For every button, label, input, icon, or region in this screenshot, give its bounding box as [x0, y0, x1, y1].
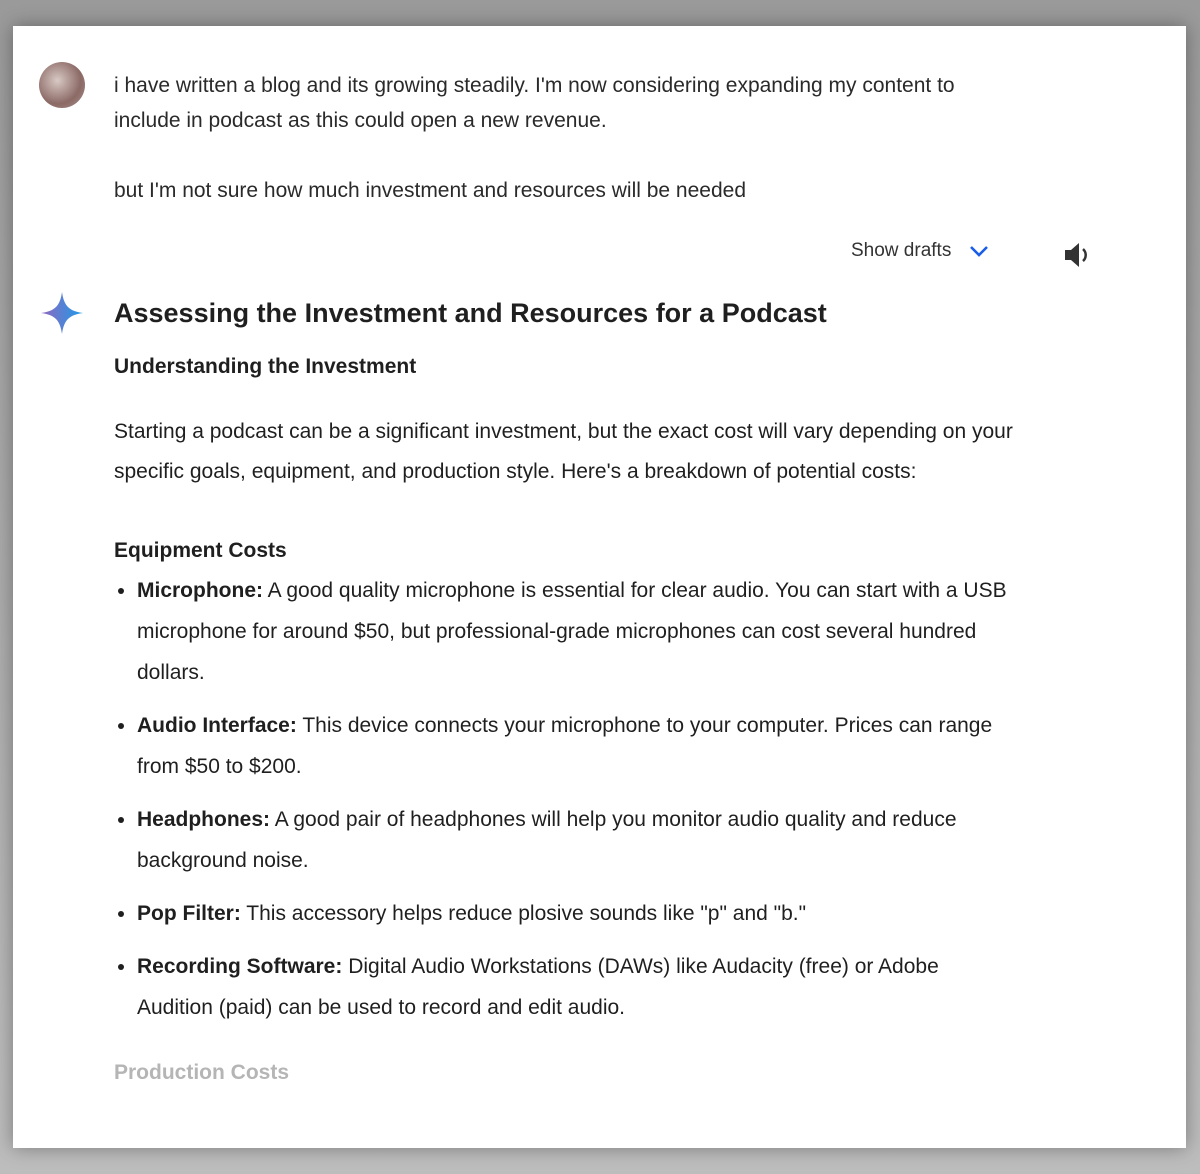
user-message-paragraph: but I'm not sure how much investment and resources will be needed — [114, 179, 747, 202]
user-avatar — [39, 62, 85, 108]
response-title: Assessing the Investment and Resources for a Podcast — [114, 298, 827, 328]
speaker-icon[interactable] — [1062, 240, 1094, 270]
list-item — [137, 946, 1014, 1028]
equipment-list — [114, 570, 1014, 1028]
item-term: Microphone: — [137, 579, 263, 602]
item-text: Digital Audio Workstations (DAWs) like Audacity (free) or Adobe Audition (paid) can be used to record and edit audio. — [137, 955, 939, 1019]
response-intro: Starting a podcast can be a significant investment, but the exact cost will vary depending on your specific goals, equipment, and production style. Here's a breakdown of potential costs: — [114, 420, 1013, 483]
item-text: A good quality microphone is essential for clear audio. You can start with a USB microphone for around $50, but professional-grade microphones can cost several hundred dollars. — [137, 579, 1007, 684]
list-item — [137, 893, 1014, 934]
item-text: This accessory helps reduce plosive sounds like "p" and "b." — [240, 902, 807, 925]
chevron-down-icon — [969, 244, 989, 258]
list-item — [137, 799, 1014, 881]
user-message-paragraph: i have written a blog and its growing steadily. I'm now considering expanding my content to include in podcast as this could open a new revenue. — [114, 74, 955, 132]
response — [114, 296, 1014, 1088]
item-term: Pop Filter: — [137, 902, 241, 925]
item-text: A good pair of headphones will help you monitor audio quality and reduce background noise. — [137, 808, 957, 872]
user-message — [114, 68, 994, 243]
list-item — [137, 705, 1014, 787]
list-item — [137, 570, 1014, 693]
item-text: This device connects your microphone to your computer. Prices can range from $50 to $200. — [137, 714, 993, 778]
show-drafts-button[interactable] — [851, 240, 989, 262]
item-term: Recording Software: — [137, 955, 343, 978]
response-subtitle: Understanding the Investment — [114, 355, 417, 378]
item-term: Audio Interface: — [137, 714, 297, 737]
show-drafts-label: Show drafts — [851, 240, 952, 261]
gemini-sparkle-icon — [40, 291, 84, 335]
section-heading: Equipment Costs — [114, 539, 287, 562]
item-term: Headphones: — [137, 808, 271, 831]
section-heading: Production Costs — [114, 1061, 290, 1084]
